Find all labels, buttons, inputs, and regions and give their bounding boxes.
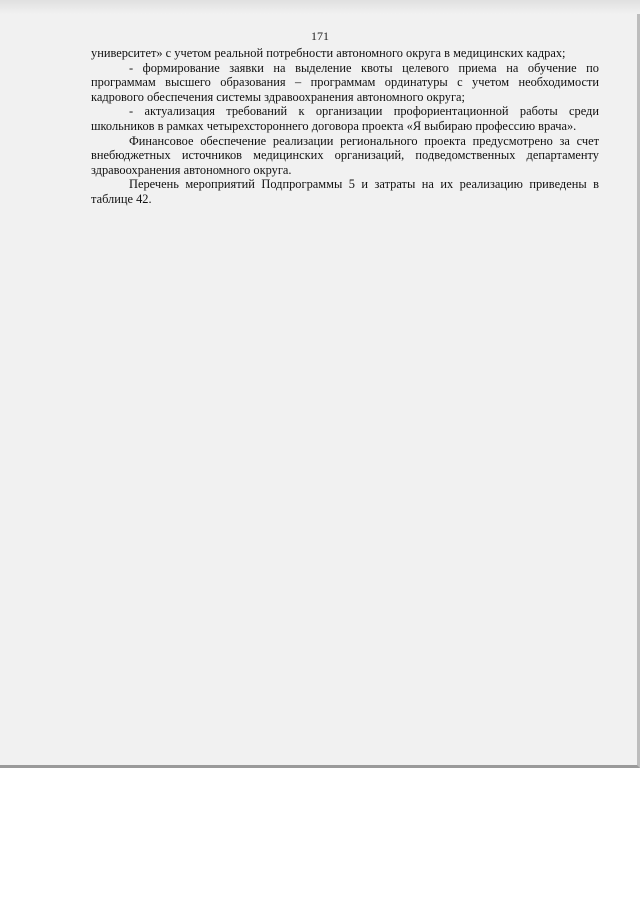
page-number: 171 (311, 29, 329, 43)
paragraph-continuation: университет» с учетом реальной потребности автономного округа в медицинских кадрах; (91, 46, 566, 60)
paragraph-quota-application: - формирование заявки на выделение квоты целевого приема на обучение по программам высшего образования – программам ординатуры с учетом необходимости кадрового обеспечения системы здравоохранения автономного округа; (91, 60, 599, 104)
paragraph-career-guidance: - актуализация требований к организации профориентационной работы среди школьников в рамках четырехстороннего договора проекта «Я выбираю профессию врача». (91, 104, 599, 133)
body-text (91, 46, 599, 207)
paragraph-table-reference: Перечень мероприятий Подпрограммы 5 и затраты на их реализацию приведены в таблице 42. (91, 177, 599, 206)
blank-area (0, 771, 640, 905)
paragraph-financing: Финансовое обеспечение реализации регионального проекта предусмотрено за счет внебюджетных источников медицинских организаций, подведомственных департаменту здравоохранения автономного округа. (91, 133, 599, 177)
scan-top-shadow (0, 0, 640, 14)
